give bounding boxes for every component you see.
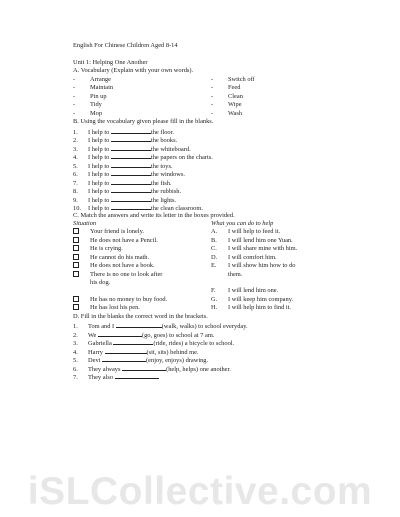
unit-title: Unit 1: Helping One Another — [73, 59, 148, 66]
list-item: 4. Harry (sit, sits) behind me. — [73, 349, 199, 356]
list-item: 5. I help to the toys. — [73, 163, 173, 170]
bullet: - — [73, 110, 76, 117]
answer-box[interactable] — [73, 254, 79, 260]
answer-blank[interactable] — [111, 203, 151, 210]
answer-blank[interactable] — [111, 127, 151, 134]
answer-text: them. — [228, 271, 243, 278]
answer-box[interactable] — [73, 237, 79, 243]
answer-text: I will lend him one. — [228, 287, 279, 294]
answer-blank[interactable] — [111, 169, 151, 176]
section-d-heading: D. Fill in the blanks the correct word in the brackets. — [73, 313, 208, 320]
situation-text: Your friend is lonely. — [90, 228, 144, 235]
list-item: 4. I help to the papers on the charts. — [73, 154, 213, 161]
section-b-heading: B. Using the vocabulary given please fill in the blanks. — [73, 118, 214, 125]
answer-blank[interactable] — [111, 178, 151, 185]
situation-text: his dog. — [90, 279, 111, 286]
worksheet-title: English For Chinese Children Aged 8-14 — [73, 42, 178, 49]
answer-box[interactable] — [73, 262, 79, 268]
answer-text: I will keep him company. — [228, 296, 294, 303]
list-item — [73, 228, 79, 236]
situation-text: He has no money to buy food. — [90, 296, 168, 303]
help-column-title: What you can do to help — [211, 220, 274, 227]
answer-blank[interactable] — [116, 321, 162, 328]
vocab-word: Arrange — [90, 76, 111, 83]
list-item: 3. Gabriella (ride, rides) a bicycle to school. — [73, 340, 235, 347]
answer-blank[interactable] — [113, 338, 153, 345]
list-item: 10. I help to the clean classroom. — [73, 205, 203, 212]
answer-letter: E. — [211, 262, 217, 269]
answer-text: I will help him to find it. — [228, 304, 292, 311]
watermark: iSLCollective.com — [27, 470, 373, 513]
answer-letter: G. — [211, 296, 218, 303]
answer-text: I will comfort him. — [228, 254, 277, 261]
list-item: 5. Devi (enjoy, enjoys) drawing. — [73, 357, 209, 364]
answer-text: I will show him how to do — [228, 262, 296, 269]
answer-box[interactable] — [73, 271, 79, 277]
vocab-word: Pin up — [90, 93, 107, 100]
list-item — [73, 262, 79, 270]
situation-text: He does not have a Pencil. — [90, 237, 158, 244]
answer-letter: D. — [211, 254, 218, 261]
answer-box[interactable] — [73, 245, 79, 251]
bullet: - — [73, 84, 76, 91]
vocab-word: Tidy — [90, 101, 102, 108]
list-item — [73, 245, 79, 253]
list-item: 2. I help to the books. — [73, 137, 178, 144]
list-item — [73, 237, 79, 245]
bullet: - — [211, 101, 214, 108]
answer-text: I will share mine with him. — [228, 245, 298, 252]
bullet: - — [73, 101, 76, 108]
answer-blank[interactable] — [98, 330, 142, 337]
list-item — [73, 296, 79, 304]
situation-text: He cannot do his math. — [90, 254, 150, 261]
vocab-word: Clean — [228, 93, 243, 100]
situation-text: He does not have a book. — [90, 262, 155, 269]
list-item — [73, 304, 79, 312]
answer-letter: C. — [211, 245, 217, 252]
answer-blank[interactable] — [111, 135, 151, 142]
situation-column-title: Situation — [73, 220, 97, 227]
bullet: - — [73, 93, 76, 100]
list-item: 1. I help to the floor. — [73, 129, 174, 136]
list-item: 7. They also — [73, 372, 159, 382]
list-item: 7. I help to the fish. — [73, 180, 172, 187]
answer-blank[interactable] — [105, 347, 147, 354]
bullet: - — [73, 76, 76, 83]
bullet: - — [211, 76, 214, 83]
bullet: - — [211, 84, 214, 91]
vocab-word: Feed — [228, 84, 241, 91]
list-item: 6. I help to the windows. — [73, 171, 186, 178]
situation-text: He has lost his pen. — [90, 304, 140, 311]
section-c-heading: C. Match the answers and write its letter in the boxes provided. — [73, 212, 235, 219]
answer-blank[interactable] — [111, 186, 151, 193]
list-item — [73, 254, 79, 262]
answer-box[interactable] — [73, 228, 79, 234]
situation-text: He is crying. — [90, 245, 123, 252]
vocab-word: Wipe — [228, 101, 242, 108]
answer-letter: B. — [211, 237, 217, 244]
list-item: 3. I help to the whiteboard. — [73, 146, 191, 153]
answer-box[interactable] — [73, 304, 79, 310]
vocab-word: Mop — [90, 110, 103, 117]
answer-text: I will lend him one Yuan. — [228, 237, 293, 244]
situation-text: There is no one to look after — [90, 271, 163, 278]
answer-blank[interactable] — [122, 364, 166, 371]
answer-letter: A. — [211, 228, 218, 235]
vocab-word: Wash — [228, 110, 243, 117]
answer-box[interactable] — [73, 296, 79, 302]
bullet: - — [211, 110, 214, 117]
section-a-heading: A. Vocabulary (Explain with your own words). — [73, 67, 194, 74]
answer-blank[interactable] — [111, 161, 151, 168]
answer-blank[interactable] — [111, 195, 151, 202]
answer-blank[interactable] — [111, 152, 151, 159]
vocab-word: Maintain — [90, 84, 114, 91]
list-item: 1. Tom and I (walk, walks) to school everyday. — [73, 323, 248, 330]
list-item: 2. We (go, goes) to school at 7 am. — [73, 332, 215, 339]
list-item: 6. They always (help, helps) one another. — [73, 366, 231, 373]
bullet: - — [211, 93, 214, 100]
answer-letter: F. — [211, 287, 216, 294]
answer-blank[interactable] — [102, 355, 146, 362]
list-item: 9. I help to the lights. — [73, 197, 177, 204]
answer-text: I will help to feed it. — [228, 228, 281, 235]
answer-blank[interactable] — [115, 372, 159, 379]
list-item: 8. I help to the rubbish. — [73, 188, 182, 195]
answer-blank[interactable] — [111, 144, 151, 151]
answer-letter: H. — [211, 304, 218, 311]
vocab-word: Switch off — [228, 76, 255, 83]
list-item — [73, 271, 79, 279]
